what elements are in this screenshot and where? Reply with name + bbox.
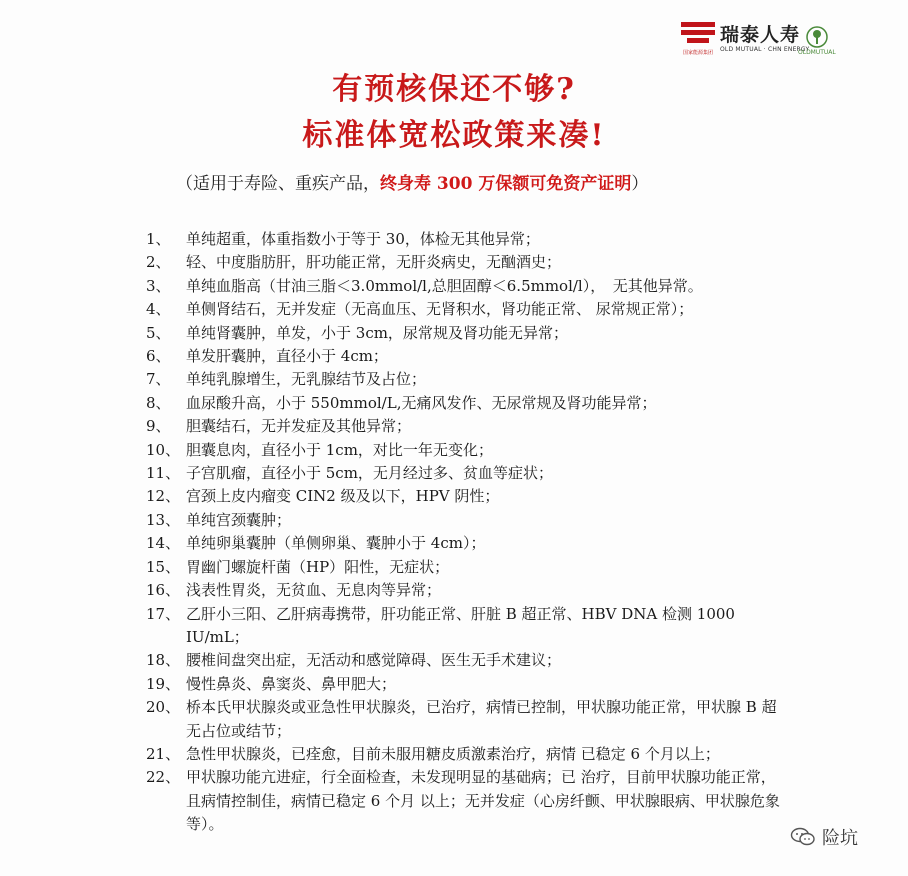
list-item xyxy=(146,532,786,555)
item-text: 甲状腺功能亢进症，行全面检查，未发现明显的基础病；已 治疗，目前甲状腺功能正常，且病情控制佳，病情已稳定 6 个月 以上；无并发症（心房纤颤、甲状腺眼病、甲状腺危象等）。 xyxy=(186,768,780,834)
list-item xyxy=(146,766,786,836)
item-text: 桥本氏甲状腺炎或亚急性甲状腺炎，已治疗，病情已控制，甲状腺功能正常，甲状腺 B 超无占位或结节； xyxy=(186,698,777,740)
list-item xyxy=(146,228,786,251)
subtitle xyxy=(176,169,648,194)
item-text: 单纯宫颈囊肿； xyxy=(186,510,292,529)
company-logo-icon xyxy=(673,20,723,60)
item-text: 血尿酸升高，小于 550mmol/L,无痛风发作、无尿常规及肾功能异常； xyxy=(186,393,657,412)
list-item xyxy=(146,392,786,415)
list-item xyxy=(146,579,786,602)
watermark xyxy=(790,826,858,848)
condition-list xyxy=(146,228,786,837)
item-number: 6、 xyxy=(146,347,171,366)
item-number: 20、 xyxy=(146,698,181,717)
item-number: 22、 xyxy=(146,768,181,787)
item-number: 14、 xyxy=(146,534,181,553)
item-number: 12、 xyxy=(146,487,181,506)
item-number: 21、 xyxy=(146,744,181,763)
item-text: 单纯乳腺增生，无乳腺结节及占位； xyxy=(186,370,427,389)
list-item xyxy=(146,556,786,579)
subtitle-suffix: ） xyxy=(631,174,649,194)
title-line2: 标准体宽松政策来凑! xyxy=(302,118,606,153)
list-item xyxy=(146,603,786,650)
item-number: 16、 xyxy=(146,581,181,600)
list-item xyxy=(146,275,786,298)
item-number: 5、 xyxy=(146,323,171,342)
watermark-text: 险坑 xyxy=(822,828,858,849)
list-item xyxy=(146,415,786,438)
list-item xyxy=(146,673,786,696)
item-number: 9、 xyxy=(146,417,171,436)
list-item xyxy=(146,439,786,462)
item-text: 子宫肌瘤，直径小于 5cm，无月经过多、贫血等症状； xyxy=(186,464,553,483)
company-logo-mark xyxy=(679,20,717,46)
item-text: 胃幽门螺旋杆菌（HP）阳性，无症状； xyxy=(186,557,450,576)
item-text: 单纯血脂高（甘油三脂＜3.0mmol/l,总胆固醇＜6.5mmol/l）， 无其他异常。 xyxy=(186,276,703,295)
left-logo-text: 国家能源集团 xyxy=(682,50,713,56)
item-text: 单侧肾结石，无并发症（无高血压、无肾积水，肾功能正常、 尿常规正常）； xyxy=(186,300,694,319)
title-line1: 有预核保还不够? xyxy=(332,72,576,107)
list-item xyxy=(146,298,786,321)
item-number: 19、 xyxy=(146,674,181,693)
list-item xyxy=(146,485,786,508)
item-number: 18、 xyxy=(146,651,181,670)
right-logo-text: OLDMUTUAL xyxy=(798,49,836,56)
item-number: 15、 xyxy=(146,557,181,576)
subtitle-prefix: （适用于寿险、重疾产品， xyxy=(176,174,380,194)
list-item xyxy=(146,368,786,391)
item-text: 单纯超重，体重指数小于等于 30，体检无其他异常； xyxy=(186,230,540,248)
item-text: 浅表性胃炎，无贫血、无息肉等异常； xyxy=(186,581,442,600)
subtitle-highlight: 终身寿 300 万保额可免资产证明 xyxy=(380,174,632,194)
item-text: 急性甲状腺炎，已痊愈，目前未服用糖皮质激素治疗，病情 已稳定 6 个月以上； xyxy=(186,744,720,763)
list-item xyxy=(146,649,786,672)
item-text: 腰椎间盘突出症，无活动和感觉障碍、医生无手术建议； xyxy=(186,651,562,670)
brand-name: 瑞泰人寿 xyxy=(720,24,801,46)
item-text: 单发肝囊肿，直径小于 4cm； xyxy=(186,347,388,366)
item-number: 8、 xyxy=(146,393,171,412)
list-item xyxy=(146,743,786,766)
list-item xyxy=(146,462,786,485)
item-number: 13、 xyxy=(146,510,181,529)
item-number: 2、 xyxy=(146,253,171,272)
item-number: 10、 xyxy=(146,440,181,459)
list-item xyxy=(146,322,786,345)
item-number: 3、 xyxy=(146,276,171,295)
item-text: 轻、中度脂肪肝，肝功能正常，无肝炎病史，无酗酒史； xyxy=(186,253,562,272)
item-text: 胆囊结石，无并发症及其他异常； xyxy=(186,417,412,436)
brand-english: OLD MUTUAL · CHN ENERGY xyxy=(720,46,810,53)
item-number: 7、 xyxy=(146,370,171,389)
item-number: 4、 xyxy=(146,300,171,319)
item-text: 单纯肾囊肿，单发，小于 3cm，尿常规及肾功能无异常； xyxy=(186,323,568,342)
item-number: 11、 xyxy=(146,464,181,483)
item-text: 宫颈上皮内瘤变 CIN2 级及以下，HPV 阴性； xyxy=(186,487,500,506)
list-item xyxy=(146,345,786,368)
item-text: 单纯卵巢囊肿（单侧卵巢、囊肿小于 4cm）； xyxy=(186,534,486,553)
item-text: 慢性鼻炎、鼻窦炎、鼻甲肥大； xyxy=(186,674,397,693)
list-item xyxy=(146,509,786,532)
wechat-icon xyxy=(790,827,816,847)
list-item xyxy=(146,696,786,743)
list-item xyxy=(146,251,786,274)
tree-logo-icon xyxy=(806,26,828,48)
item-number: 1、 xyxy=(146,230,171,248)
item-text: 胆囊息肉，直径小于 1cm，对比一年无变化； xyxy=(186,440,493,459)
item-number: 17、 xyxy=(146,604,181,623)
item-text: 乙肝小三阳、乙肝病毒携带，肝功能正常、肝脏 B 超正常、HBV DNA 检测 1000 IU/mL； xyxy=(186,604,735,646)
